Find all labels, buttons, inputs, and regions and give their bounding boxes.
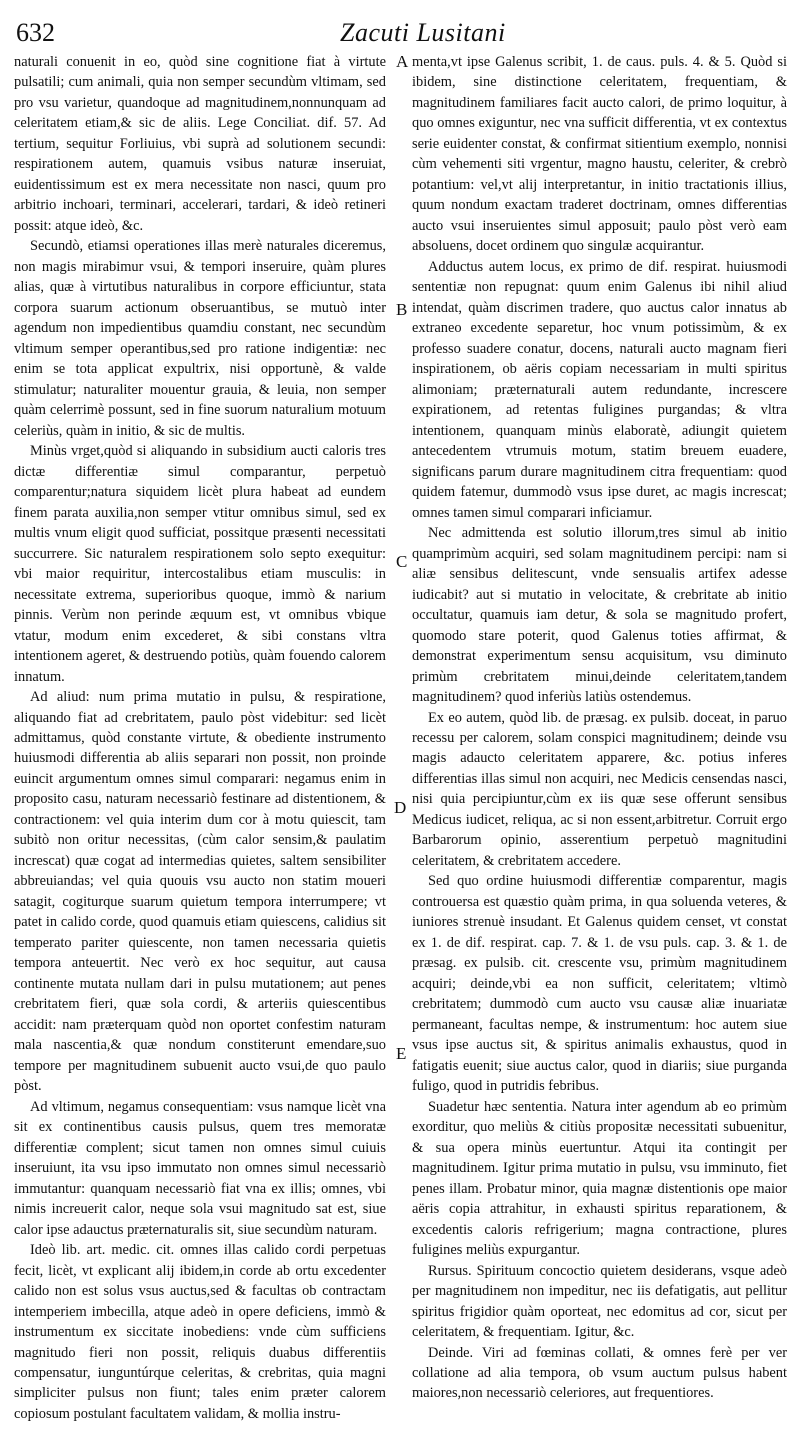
- paragraph: Ad vltimum, negamus consequentiam: vsus namque licèt vna sit ex continentibus causis pulsus, quem tres memoratæ differentiæ complent; sicut tamen non omnes simul cuiuis inseruiunt, ita vsu ipso immutato non omnes simul necessariò immutantur: quanquam necessariò fiat vna ex illis; omnes, vbi nimis increuerit calor, neque sola vsui magnitudo sat est, siue calor ipse adauctus præternaturalis sit, siue secundùm naturam.: [14, 1098, 386, 1238]
- paragraph: menta,vt ipse Galenus scribit, 1. de caus. puls. 4. & 5. Quòd si ibidem, sine distinctione celeritatem, frequentiam, & magnitudinem familiares facit aucto calori, de primo loquitur, à quo omnes exiguntur, nec vna sufficit differentia, vt ex contextus serie euidenter constat, & confirmat sitientium exemplo, nonnisi cùm vehementi siti vrgentur, magno haustu, celeriter, & crebrò potantium: vel,vt alij interpretantur, in initio tractationis illius, quum nondum exactam traderet doctrinam, omnes differentias aucto vsui inseruientes simul apposuit; paulo pòst verò eam absoluens, docet ordinem quo singulæ acquirantur.: [412, 54, 787, 255]
- margin-letter-c: C: [396, 552, 408, 571]
- paragraph: Suadetur hæc sententia. Natura inter agendum ab eo primùm exorditur, quo meliùs & citiùs propositæ necessitati subuenitur, & sua opera minùs euertuntur. Atqui ita contingit per magnitudinem. Igitur prima mutatio in pulsu, vsu imminuto, fiet penes illam. Probatur minor, quia magnæ distentionis ope maior aëris copia attrahitur, in exhausti spiritus reparationem, & excedentis caloris refrigerium; magna contractione, plures fuligines meliùs expurgantur.: [412, 1098, 787, 1259]
- paragraph: naturali conuenit in eo, quòd sine cognitione fiat à virtute pulsatili; cum animali, quia non semper secundùm vltimam, sed pro vsu varietur, quandoque ad magnitudinem,nonnunquam ad celeritatem etiam,& sic de aliis. Lege Conciliat. dif. 57. Ad tertium, sequitur Forliuius, vbi suprà ad solutionem secundi: respirationem autem, quamuis vsibus naturæ inseruiat, euidentissimum est ex mera necessitate non nasci, quum pro arbitrio inchoari, terminari, accelerari, tardari, & ideò retineri possit: atque ideò, &c.: [14, 54, 386, 234]
- paragraph: Secundò, etiamsi operationes illas merè naturales diceremus, non magis mirabimur vsui, & tempori inseruire, quàm plures alias, quæ à virtutibus naturalibus in corpore efficiuntur, stata corpora suarum actionum obseruantibus, se mutuò inter agendum non impedientibus quamdiu constant, nec secundùm vltimum semper operantibus,sed pro ratione indigentiæ: nec enim se tota applicat expultrix, nisi opportunè, & valde stimulatur; naturaliter mouentur grauia, & leuia, non semper quàm celerrimè possunt, sed in fine suorum naturalium motuum celeriùs, quàm in initio, & sic de multis.: [14, 238, 386, 439]
- paragraph: Sed quo ordine huiusmodi differentiæ comparentur, magis controuersa est quæstio quàm prima, in qua soluenda veteres, & iuniores strenuè insudant. Et Galenus quidem censet, vt constat ex 1. de dif. respirat. cap. 7. & 1. de vsu puls. cap. 3. & 1. de præsag. ex pulsib. cit. crescente vsu, primùm magnitudinem acquiri; deinde,vbi ea non sufficit, celeritatem; vltimò crebritatem; dummodò cum aucto vsu causæ aliæ inuariatæ permaneant, facultas nempe, & instrumentum: hoc autem siue vsus ipse auctus sit, & spiritus animalis exhaustus, quod in fatigatis euenit; siue auctus calor, quod in diariis; siue purganda fuligo, quod in putridis febribus.: [412, 873, 787, 1095]
- paragraph: Minùs vrget,quòd si aliquando in subsidium aucti caloris tres dictæ differentiæ simul comparantur, perpetuò comparentur;natura siquidem licèt plura habeat ad eundem finem parata auxilia,non semper vtitur omnibus simul, sed ex multis vnum eligit quod sufficiat, possitque præsenti necessitati succurrere. Sic naturalem respirationem solo septo exequitur: vbi maior requiritur, intercostalibus etiam musculis: in necessitate extrema, superioribus quoque, immò & narium pinnis. Verùm non perinde æquum est, vt omnibus vbique vtatur, modum enim excederet, & sibi constans vltra intentionem ageret, & destruendo potiùs, quàm fouendo calorem innatum.: [14, 443, 386, 685]
- margin-letter-e: E: [396, 1044, 407, 1063]
- left-text-column: [14, 52, 386, 1424]
- paragraph: Nec admittenda est solutio illorum,tres simul ab initio quamprimùm acquiri, sed solam magnitudinem percipi: nam si aliæ sensibus delitescunt, vnde sensualis artifex adesse iudicabit? aut si mutatio in velocitate, & crebritate ab initio occultatur, quamuis iam detur, & sola se magnitudo profert, quomodo stare poterit, quod Galenus toties affirmat, & demonstrat experimentum sensu acquisitum, vsu diminuto primùm crebritatem minui,deinde celeritatem,tandem magnitudinem? quod inferiùs latiùs ostendemus.: [412, 525, 787, 706]
- right-text-column: [412, 52, 787, 1404]
- paragraph: Deinde. Viri ad fœminas collati, & omnes ferè per ver collatione ad alia tempora, ob vsum auctum pulsus habent maiores,non necessariò celeriores, aut frequentiores.: [412, 1344, 787, 1402]
- paragraph: Ad aliud: num prima mutatio in pulsu, & respiratione, aliquando fiat ad crebritatem, paulo pòst videbitur: sed licèt admittamus, quòd constante virtute, & obediente instrumento huiusmodi differentia ab aliis separari non possit, non proinde euincit argumentum omnes simul comparari: negamus enim in proposito casu, naturam necessariò festinare ad distentionem, & contractionem: vel quia interim dum cor à motu quiescit, tam subitò non oritur necessitas, (cùm calor sensim,& paulatim increscat) quæ cogat ad intermedias quietes, saltem sensibiliter abbreuiandas; vel quia quouis vsu aucto non statim moueri satagit, cogiturque suarum quietum tempora interrumpere; vt patet in calido corde, quod quamuis etiam quiescens, calidius sit temperato pariter quiescente, non tamen necessaria quietis tempora anteuertit. Nec verò ex hoc sequitur, aut causa continente mutata nullam dari in pulsu mutationem; aut penes crebritatem fieri, quæ sola cordi, & arteriis quiescentibus accidit: nam præterquam quòd non oportet confestim naturam mala nascentia,& quæ nondum constiterunt emendare,suo tempore per magnitudinem subuenit aucto vsui,de quo paulo pòst.: [14, 689, 386, 1095]
- running-title: Zacuti Lusitani: [340, 18, 506, 47]
- margin-letter-b: B: [396, 300, 408, 319]
- paragraph: Ideò lib. art. medic. cit. omnes illas calido cordi perpetuas fecit, licèt, vt explicant alij ibidem,in corde ab ortu excedenter calido non est solus vsus auctus,sed & facultas ob contractam intemperiem imbecilla, atque adeò in opere deficiens, immò & instrumentum ex siccitate inobediens: vnde cùm sufficiens magnitudo fieri non possit, reliquis duabus differentiis compensatur, iunguntúrque celeritas, & crebritas, quia magni simpliciter pulsus non fiunt; tales enim præter calorem copiosum postulant facultatem validam, & mollia instru-: [14, 1242, 386, 1422]
- page-number: 632: [16, 18, 55, 47]
- paragraph: Ex eo autem, quòd lib. de præsag. ex pulsib. doceat, in paruo recessu per calorem, solam conspici magnitudinem; deinde vsu magis adaucto celeritatem apparere, &c. potius inferes differentias illas simul non acquiri, nec Medicis censendas nasci, nisi quia percipiuntur,cùm ex iis quæ sese offerunt sensibus Medicus iudicet, reliqua, ac si non essent,arbitretur. Corruit ergo Barbarorum opinio, asserentium perpetuò magnitudini celeritatem, & crebritatem accedere.: [412, 709, 787, 869]
- margin-letter-a: A: [396, 52, 409, 71]
- margin-letter-d: D: [394, 798, 407, 817]
- paragraph: Rursus. Spirituum concoctio quietem desiderans, vsque adeò per magnitudinem non impeditur, nec iis defatigatis, aut pellitur spiritus frigidior quàm oporteat, nec edomitus ad cor, sicut per celeritatem, & frequentiam. Igitur, &c.: [412, 1262, 787, 1341]
- paragraph: Adductus autem locus, ex primo de dif. respirat. huiusmodi sententiæ non repugnat: quum enim Galenus ibi nihil aliud intendat, quàm discrimen tradere, quo auctus calor innatus ab extraneo excedente separetur, hoc vnum potissimùm, & ex professo suadere conatur, docens, naturali aucto magnam fieri inspirationem, ob aëris copiam necessariam in multi spiritus alimoniam; præternaturali autem redundante, increscere expirationem, ad retentas fuligines purgandas; & vltra intentionem, quanquam minùs elaboratè, adiungit quietem antecedentem vtrumuis motum, statim breuem euadere, significans parum durare magnitudinem citra frequentiam: quod quidem fatemur, dummodò vsus ipse duret, ac magis increscat; omnes tamen simul comparari inficiamur.: [412, 258, 787, 521]
